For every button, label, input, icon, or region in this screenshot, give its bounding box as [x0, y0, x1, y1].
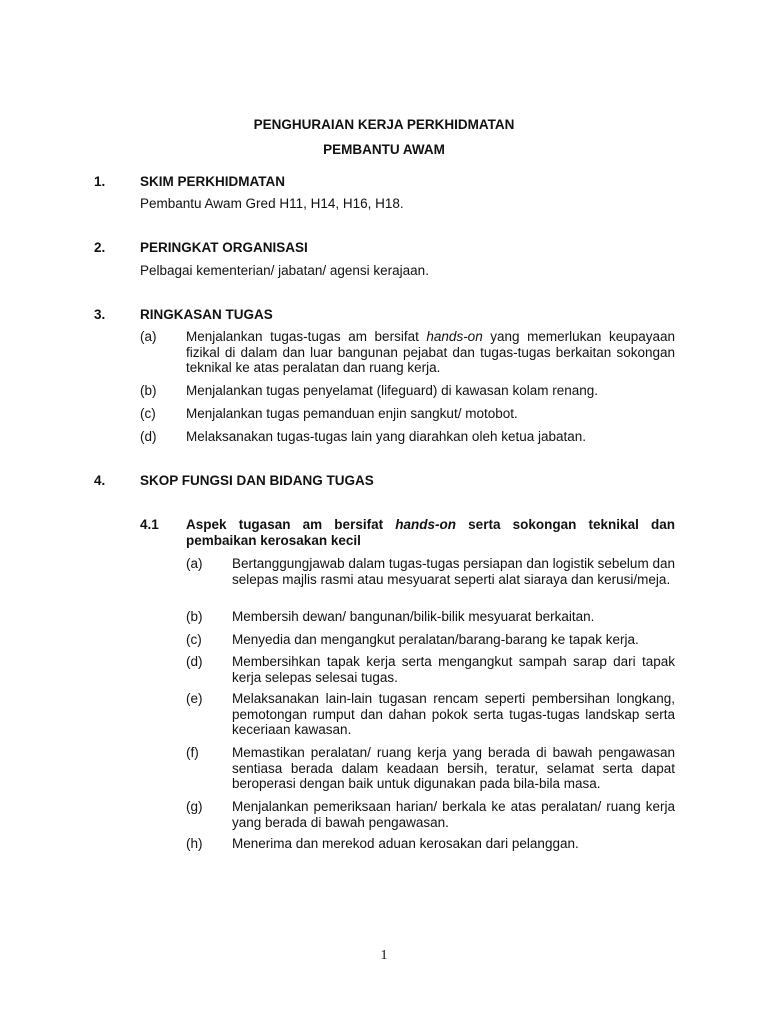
subsection-heading: Aspek tugasan am bersifat hands-on serta sokongan teknikal dan pembaikan kerosakan kecil — [186, 517, 675, 548]
item-text: Menjalankan tugas penyelamat (lifeguard) di kawasan kolam renang. — [186, 383, 598, 398]
section-number: 4. — [94, 473, 106, 488]
item-label: (d) — [140, 429, 157, 444]
item-text: Bertanggungjawab dalam tugas-tugas persiapan dan logistik sebelum dan selepas majlis rasmi atau mesyuarat seperti alat siaraya dan kerusi/meja. — [232, 556, 675, 587]
item-label: (b) — [186, 609, 203, 624]
section-text: Pembantu Awam Gred H11, H14, H16, H18. — [140, 196, 404, 211]
document-subtitle: PEMBANTU AWAM — [323, 142, 445, 157]
section-heading: PERINGKAT ORGANISASI — [140, 240, 308, 255]
section-number: 2. — [94, 240, 106, 255]
item-label: (a) — [186, 556, 203, 571]
item-label: (b) — [140, 383, 157, 398]
subsection-number: 4.1 — [140, 517, 159, 532]
item-text: Menjalankan tugas-tugas am bersifat hands-on yang memerlukan keupayaan fizikal di dalam dan luar bangunan pejabat dan tugas-tugas berkaitan sokongan teknikal ke atas peralatan dan ruang kerja. — [186, 329, 676, 375]
item-label: (d) — [186, 654, 203, 669]
item-label: (g) — [186, 799, 203, 814]
item-text: Menyedia dan mengangkut peralatan/barang-barang ke tapak kerja. — [232, 632, 639, 647]
page-number: 1 — [380, 948, 388, 963]
section-heading: SKOP FUNGSI DAN BIDANG TUGAS — [140, 473, 374, 488]
section-number: 3. — [94, 307, 106, 322]
item-text: Memastikan peralatan/ ruang kerja yang berada di bawah pengawasan sentiasa berada dalam keadaan bersih, teratur, selamat serta dapat beroperasi dengan baik untuk digunakan pada bila-bila masa. — [232, 745, 675, 791]
item-text: Melaksanakan tugas-tugas lain yang diarahkan oleh ketua jabatan. — [186, 429, 587, 444]
item-label: (c) — [186, 632, 202, 647]
item-text: Membersih dewan/ bangunan/bilik-bilik mesyuarat berkaitan. — [232, 609, 595, 624]
section-heading: SKIM PERKHIDMATAN — [140, 174, 285, 189]
item-label: (e) — [186, 691, 203, 706]
item-text: Menjalankan pemeriksaan harian/ berkala ke atas peralatan/ ruang kerja yang berada di bawah pengawasan. — [232, 799, 675, 830]
item-text: Menjalankan tugas pemanduan enjin sangkut/ motobot. — [186, 406, 518, 421]
section-heading: RINGKASAN TUGAS — [140, 307, 273, 322]
section-text: Pelbagai kementerian/ jabatan/ agensi kerajaan. — [140, 263, 429, 278]
item-text: Melaksanakan lain-lain tugasan rencam seperti pembersihan longkang, pemotongan rumput dan dahan pokok serta tugas-tugas landskap serta keceriaan kawasan. — [232, 691, 675, 737]
item-label: (c) — [140, 406, 156, 421]
document-title: PENGHURAIAN KERJA PERKHIDMATAN — [253, 117, 515, 132]
section-number: 1. — [94, 174, 106, 189]
item-label: (h) — [186, 836, 203, 851]
item-text: Menerima dan merekod aduan kerosakan dari pelanggan. — [232, 836, 579, 851]
item-label: (f) — [186, 745, 199, 760]
item-text: Membersihkan tapak kerja serta mengangkut sampah sarap dari tapak kerja selepas selesai tugas. — [232, 654, 675, 685]
item-label: (a) — [140, 329, 157, 344]
